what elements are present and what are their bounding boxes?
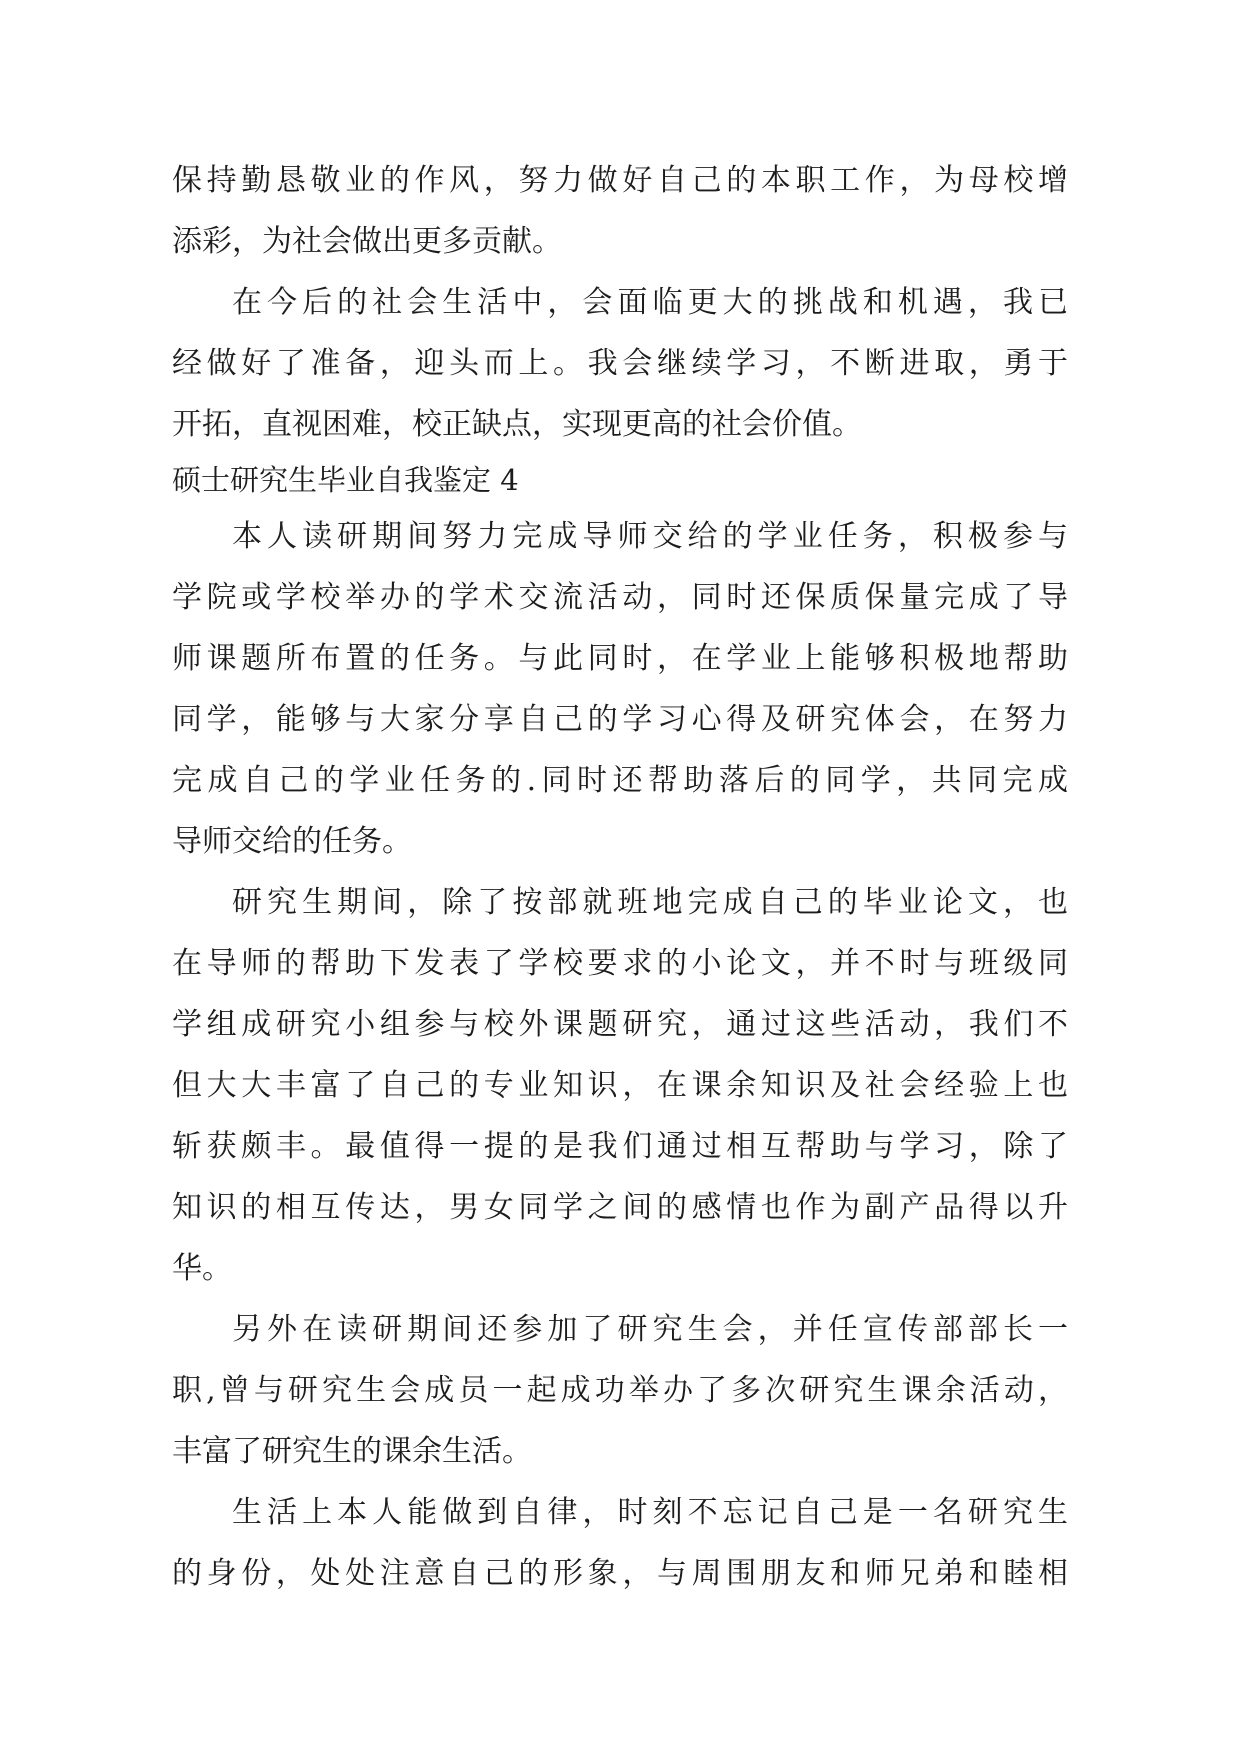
paragraph-line: 研究生期间，除了按部就班地完成自己的毕业论文，也: [232, 885, 1068, 920]
section-heading: 硕士研究生毕业自我鉴定 4: [172, 463, 519, 497]
paragraph-line: 学院或学校举办的学术交流活动，同时还保质保量完成了导: [172, 580, 1068, 615]
paragraph-line: 另外在读研期间还参加了研究生会，并任宣传部部长一: [232, 1312, 1068, 1347]
paragraph-line: 在今后的社会生活中，会面临更大的挑战和机遇，我已: [232, 285, 1068, 320]
paragraph-line: 本人读研期间努力完成导师交给的学业任务，积极参与: [232, 519, 1068, 554]
paragraph-line: 导师交给的任务。: [172, 824, 412, 859]
paragraph-line: 保持勤恳敬业的作风，努力做好自己的本职工作，为母校增: [172, 163, 1068, 198]
paragraph-line: 生活上本人能做到自律，时刻不忘记自己是一名研究生: [232, 1495, 1068, 1530]
paragraph-line: 但大大丰富了自己的专业知识，在课余知识及社会经验上也: [172, 1068, 1068, 1103]
paragraph: [172, 1482, 1068, 1604]
paragraph: [172, 272, 1068, 455]
paragraph-line: 丰富了研究生的课余生活。: [172, 1434, 532, 1469]
paragraph-line: 华。: [172, 1251, 232, 1286]
document-body: [172, 150, 1068, 1604]
paragraph-line: 经做好了准备，迎头而上。我会继续学习，不断进取，勇于: [172, 346, 1068, 381]
paragraph: [172, 150, 1068, 272]
paragraph-line: 完成自己的学业任务的.同时还帮助落后的同学，共同完成: [172, 763, 1068, 798]
paragraph: [172, 1299, 1068, 1482]
paragraph-line: 添彩，为社会做出更多贡献。: [172, 224, 562, 259]
paragraph-line: 的身份，处处注意自己的形象，与周围朋友和师兄弟和睦相: [172, 1556, 1068, 1591]
paragraph-line: 斩获颇丰。最值得一提的是我们通过相互帮助与学习，除了: [172, 1129, 1068, 1164]
paragraph-line: 学组成研究小组参与校外课题研究，通过这些活动，我们不: [172, 1007, 1068, 1042]
paragraph: [172, 506, 1068, 872]
paragraph-line: 职,曾与研究生会成员一起成功举办了多次研究生课余活动，: [172, 1373, 1068, 1408]
paragraph-line: 同学，能够与大家分享自己的学习心得及研究体会，在努力: [172, 702, 1068, 737]
paragraph-line: 开拓，直视困难，校正缺点，实现更高的社会价值。: [172, 407, 862, 442]
paragraph: [172, 872, 1068, 1299]
paragraph-line: 在导师的帮助下发表了学校要求的小论文，并不时与班级同: [172, 946, 1068, 981]
paragraph-line: 知识的相互传达，男女同学之间的感情也作为副产品得以升: [172, 1190, 1068, 1225]
paragraph-line: 师课题所布置的任务。与此同时，在学业上能够积极地帮助: [172, 641, 1068, 676]
